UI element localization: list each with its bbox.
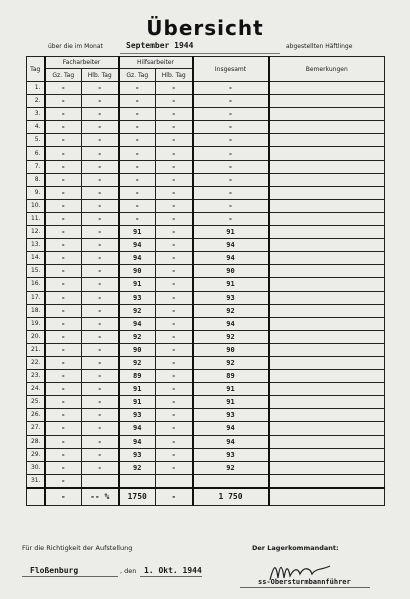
table-row [27,265,385,278]
table-row [27,239,385,252]
day-cell: 17. [27,291,45,304]
fa-hlb-cell: - [82,330,119,343]
day-cell: 11. [27,212,45,225]
page-title: Übersicht [146,16,264,40]
hi-gz-cell [119,474,156,488]
total-cell: 90 [193,265,269,278]
fa-hlb-cell: - [82,121,119,134]
overview-table [26,56,385,506]
hi-hlb-cell: - [156,356,193,369]
day-cell: 23. [27,370,45,383]
subtitle-suffix: abgestellten Häftlinge [286,43,353,50]
hi-gz-cell: 92 [119,461,156,474]
hi-hlb-cell: - [156,461,193,474]
day-cell: 19. [27,317,45,330]
table-row [27,435,385,448]
remark-cell [269,461,385,474]
total-cell: - [193,134,269,147]
hi-gz-cell: - [119,212,156,225]
fa-gz-cell: - [45,474,82,488]
fa-gz-cell: - [45,186,82,199]
table-row [27,95,385,108]
totals-total: 1 750 [193,488,269,506]
hi-hlb-cell: - [156,343,193,356]
table-row [27,278,385,291]
fa-gz-cell: - [45,278,82,291]
total-cell: - [193,160,269,173]
hi-hlb-cell: - [156,448,193,461]
total-cell: - [193,121,269,134]
remark-cell [269,370,385,383]
table-row [27,252,385,265]
date-value: 1. Okt. 1944 [144,566,202,575]
day-cell: 18. [27,304,45,317]
hi-gz-cell: 91 [119,396,156,409]
fa-hlb-cell: - [82,448,119,461]
day-cell: 1. [27,82,45,95]
fa-gz-cell: - [45,265,82,278]
remark-cell [269,95,385,108]
total-cell: 94 [193,435,269,448]
fa-gz-cell: - [45,448,82,461]
hi-hlb-cell: - [156,422,193,435]
table-row [27,108,385,121]
hi-gz-cell: 93 [119,448,156,461]
hi-hlb-cell: - [156,95,193,108]
hi-gz-cell: - [119,82,156,95]
day-cell: 8. [27,173,45,186]
total-cell: - [193,199,269,212]
fa-gz-cell: - [45,82,82,95]
subtitle-month-year: September 1944 [126,41,194,50]
hi-gz-cell: 91 [119,226,156,239]
day-cell: 7. [27,160,45,173]
remark-cell [269,121,385,134]
day-cell: 28. [27,435,45,448]
fa-gz-cell: - [45,422,82,435]
total-cell: 91 [193,383,269,396]
date-underline [140,576,202,577]
day-cell: 24. [27,383,45,396]
fa-hlb-cell: - [82,265,119,278]
total-cell: 92 [193,356,269,369]
total-cell: 94 [193,422,269,435]
fa-hlb-cell: - [82,252,119,265]
total-cell: 94 [193,239,269,252]
remark-cell [269,173,385,186]
table-row [27,343,385,356]
fa-gz-cell: - [45,160,82,173]
remark-cell [269,291,385,304]
day-cell: 21. [27,343,45,356]
subtitle-prefix: über die im Monat [48,43,103,50]
fa-gz-cell: - [45,356,82,369]
table-row [27,160,385,173]
day-cell: 14. [27,252,45,265]
total-cell: 91 [193,396,269,409]
remark-cell [269,160,385,173]
table-row [27,383,385,396]
fa-hlb-cell: - [82,461,119,474]
table-row [27,121,385,134]
remark-cell [269,330,385,343]
hi-hlb-cell [156,474,193,488]
fa-hlb-cell: - [82,95,119,108]
hi-hlb-cell: - [156,317,193,330]
day-cell: 27. [27,422,45,435]
hi-gz-cell: 91 [119,278,156,291]
total-cell: 92 [193,461,269,474]
totals-hi-hlb: - [156,488,193,506]
fa-gz-cell: - [45,291,82,304]
remark-cell [269,212,385,225]
hi-gz-cell: - [119,108,156,121]
fa-hlb-cell: - [82,239,119,252]
table-row [27,448,385,461]
fa-hlb-cell: - [82,173,119,186]
day-cell: 6. [27,147,45,160]
fa-hlb-cell: - [82,304,119,317]
table-row [27,304,385,317]
signature-underline [240,587,370,588]
hi-hlb-cell: - [156,121,193,134]
day-cell: 4. [27,121,45,134]
hi-gz-cell: 93 [119,409,156,422]
remark-cell [269,199,385,212]
total-cell: 93 [193,448,269,461]
table-row [27,134,385,147]
remark-cell [269,226,385,239]
hi-gz-cell: - [119,95,156,108]
hi-hlb-cell: - [156,435,193,448]
day-cell: 12. [27,226,45,239]
day-cell: 13. [27,239,45,252]
hi-gz-cell: - [119,134,156,147]
hi-hlb-cell: - [156,278,193,291]
remark-cell [269,383,385,396]
fa-hlb-cell: - [82,396,119,409]
table-row [27,474,385,488]
day-cell: 10. [27,199,45,212]
fa-gz-cell: - [45,134,82,147]
remark-cell [269,396,385,409]
header-hi-gz-tag: Gz. Tag [119,69,156,82]
day-cell: 15. [27,265,45,278]
fa-hlb-cell: - [82,160,119,173]
fa-gz-cell: - [45,396,82,409]
place-value: Floßenburg [30,566,79,575]
day-cell: 31. [27,474,45,488]
hi-gz-cell: - [119,147,156,160]
day-cell: 30. [27,461,45,474]
table-row [27,173,385,186]
total-cell: 91 [193,226,269,239]
hi-hlb-cell: - [156,370,193,383]
fa-hlb-cell: - [82,370,119,383]
table-row [27,82,385,95]
header-fa-gz-tag: Gz. Tag [45,69,82,82]
day-cell: 22. [27,356,45,369]
fa-hlb-cell: - [82,435,119,448]
fa-gz-cell: - [45,330,82,343]
day-cell: 2. [27,95,45,108]
table-row [27,356,385,369]
remark-cell [269,108,385,121]
remark-cell [269,239,385,252]
remark-cell [269,82,385,95]
table-row [27,147,385,160]
remark-cell [269,422,385,435]
hi-gz-cell: 91 [119,383,156,396]
header-fa-hlb-tag: Hlb. Tag [82,69,119,82]
remark-cell [269,134,385,147]
remark-cell [269,435,385,448]
hi-hlb-cell: - [156,239,193,252]
remark-cell [269,356,385,369]
hi-gz-cell: 92 [119,304,156,317]
totals-remark [269,488,385,506]
fa-hlb-cell: - [82,82,119,95]
totals-fa-hlb: -- % [82,488,119,506]
fa-hlb-cell: - [82,317,119,330]
table-row [27,370,385,383]
richtigkeit-label: Für die Richtigkeit der Aufstellung [22,544,133,552]
total-cell: 91 [193,278,269,291]
date-label: , den [120,567,137,575]
remark-cell [269,252,385,265]
commandant-label: Der Lagerkommandant: [252,544,339,552]
fa-gz-cell: - [45,461,82,474]
remark-cell [269,448,385,461]
remark-cell [269,147,385,160]
fa-hlb-cell: - [82,108,119,121]
hi-hlb-cell: - [156,212,193,225]
fa-gz-cell: - [45,239,82,252]
fa-gz-cell: - [45,173,82,186]
hi-gz-cell: 90 [119,343,156,356]
fa-gz-cell: - [45,383,82,396]
total-cell: - [193,95,269,108]
hi-gz-cell: 89 [119,370,156,383]
day-cell: 29. [27,448,45,461]
hi-gz-cell: 90 [119,265,156,278]
remark-cell [269,409,385,422]
table-row [27,422,385,435]
hi-gz-cell: - [119,121,156,134]
fa-hlb-cell: - [82,291,119,304]
table-row [27,396,385,409]
fa-hlb-cell: - [82,226,119,239]
fa-gz-cell: - [45,252,82,265]
fa-hlb-cell: - [82,278,119,291]
fa-gz-cell: - [45,409,82,422]
day-cell: 3. [27,108,45,121]
hi-gz-cell: 92 [119,330,156,343]
table-row [27,186,385,199]
table-row [27,199,385,212]
total-cell: - [193,186,269,199]
remark-cell [269,265,385,278]
hi-hlb-cell: - [156,147,193,160]
table-row [27,317,385,330]
header-tag: Tag [27,57,45,82]
remark-cell [269,278,385,291]
subtitle-line [0,43,410,55]
hi-hlb-cell: - [156,108,193,121]
remark-cell [269,317,385,330]
totals-row [27,488,385,506]
hi-hlb-cell: - [156,330,193,343]
fa-hlb-cell: - [82,409,119,422]
hi-gz-cell: 93 [119,291,156,304]
hi-hlb-cell: - [156,134,193,147]
hi-gz-cell: 94 [119,239,156,252]
hi-gz-cell: 94 [119,252,156,265]
fa-hlb-cell: - [82,199,119,212]
total-cell: - [193,108,269,121]
hi-gz-cell: - [119,186,156,199]
hi-hlb-cell: - [156,396,193,409]
remark-cell [269,474,385,488]
day-cell: 5. [27,134,45,147]
fa-gz-cell: - [45,226,82,239]
table-row [27,291,385,304]
hi-gz-cell: - [119,160,156,173]
hi-hlb-cell: - [156,186,193,199]
total-cell: 89 [193,370,269,383]
total-cell: - [193,212,269,225]
fa-gz-cell: - [45,147,82,160]
fa-hlb-cell: - [82,383,119,396]
total-cell: 94 [193,317,269,330]
totals-day-cell [27,488,45,506]
hi-hlb-cell: - [156,173,193,186]
remark-cell [269,304,385,317]
day-cell: 16. [27,278,45,291]
hi-gz-cell: 94 [119,435,156,448]
fa-gz-cell: - [45,317,82,330]
fa-gz-cell: - [45,343,82,356]
total-cell: - [193,173,269,186]
totals-hi-gz: 1750 [119,488,156,506]
hi-gz-cell: 92 [119,356,156,369]
total-cell: - [193,147,269,160]
subtitle-underline [120,53,280,54]
total-cell: 94 [193,252,269,265]
total-cell: 93 [193,291,269,304]
fa-gz-cell: - [45,121,82,134]
fa-hlb-cell: - [82,212,119,225]
hi-hlb-cell: - [156,160,193,173]
day-cell: 9. [27,186,45,199]
remark-cell [269,343,385,356]
fa-hlb-cell: - [82,134,119,147]
day-cell: 25. [27,396,45,409]
hi-hlb-cell: - [156,82,193,95]
fa-hlb-cell: - [82,147,119,160]
hi-hlb-cell: - [156,199,193,212]
header-hilfsarbeiter: Hilfsarbeiter [119,57,193,69]
hi-hlb-cell: - [156,252,193,265]
hi-gz-cell: - [119,173,156,186]
total-cell: 93 [193,409,269,422]
place-underline [22,576,118,577]
table-row [27,409,385,422]
header-facharbeiter: Facharbeiter [45,57,119,69]
total-cell: 92 [193,330,269,343]
hi-hlb-cell: - [156,226,193,239]
hi-gz-cell: 94 [119,422,156,435]
footer [0,540,410,599]
fa-hlb-cell: - [82,186,119,199]
fa-hlb-cell: - [82,343,119,356]
fa-gz-cell: - [45,95,82,108]
header-insgesamt: Insgesamt [193,57,269,82]
hi-gz-cell: - [119,199,156,212]
table-row [27,212,385,225]
hi-hlb-cell: - [156,383,193,396]
total-cell: 90 [193,343,269,356]
total-cell: - [193,82,269,95]
day-cell: 26. [27,409,45,422]
remark-cell [269,186,385,199]
total-cell: 92 [193,304,269,317]
fa-hlb-cell [82,474,119,488]
hi-hlb-cell: - [156,265,193,278]
hi-hlb-cell: - [156,409,193,422]
fa-gz-cell: - [45,199,82,212]
fa-hlb-cell: - [82,422,119,435]
rank-value: ss-Obersturmbannführer [258,578,351,586]
hi-hlb-cell: - [156,304,193,317]
hi-gz-cell: 94 [119,317,156,330]
table-row [27,330,385,343]
fa-gz-cell: - [45,108,82,121]
fa-gz-cell: - [45,212,82,225]
day-cell: 20. [27,330,45,343]
table-row [27,226,385,239]
header-hi-hlb-tag: Hlb. Tag [156,69,193,82]
fa-hlb-cell: - [82,356,119,369]
fa-gz-cell: - [45,304,82,317]
header-bemerkungen: Bemerkungen [269,57,385,82]
fa-gz-cell: - [45,435,82,448]
total-cell [193,474,269,488]
fa-gz-cell: - [45,370,82,383]
table-row [27,461,385,474]
totals-fa-gz: - [45,488,82,506]
hi-hlb-cell: - [156,291,193,304]
